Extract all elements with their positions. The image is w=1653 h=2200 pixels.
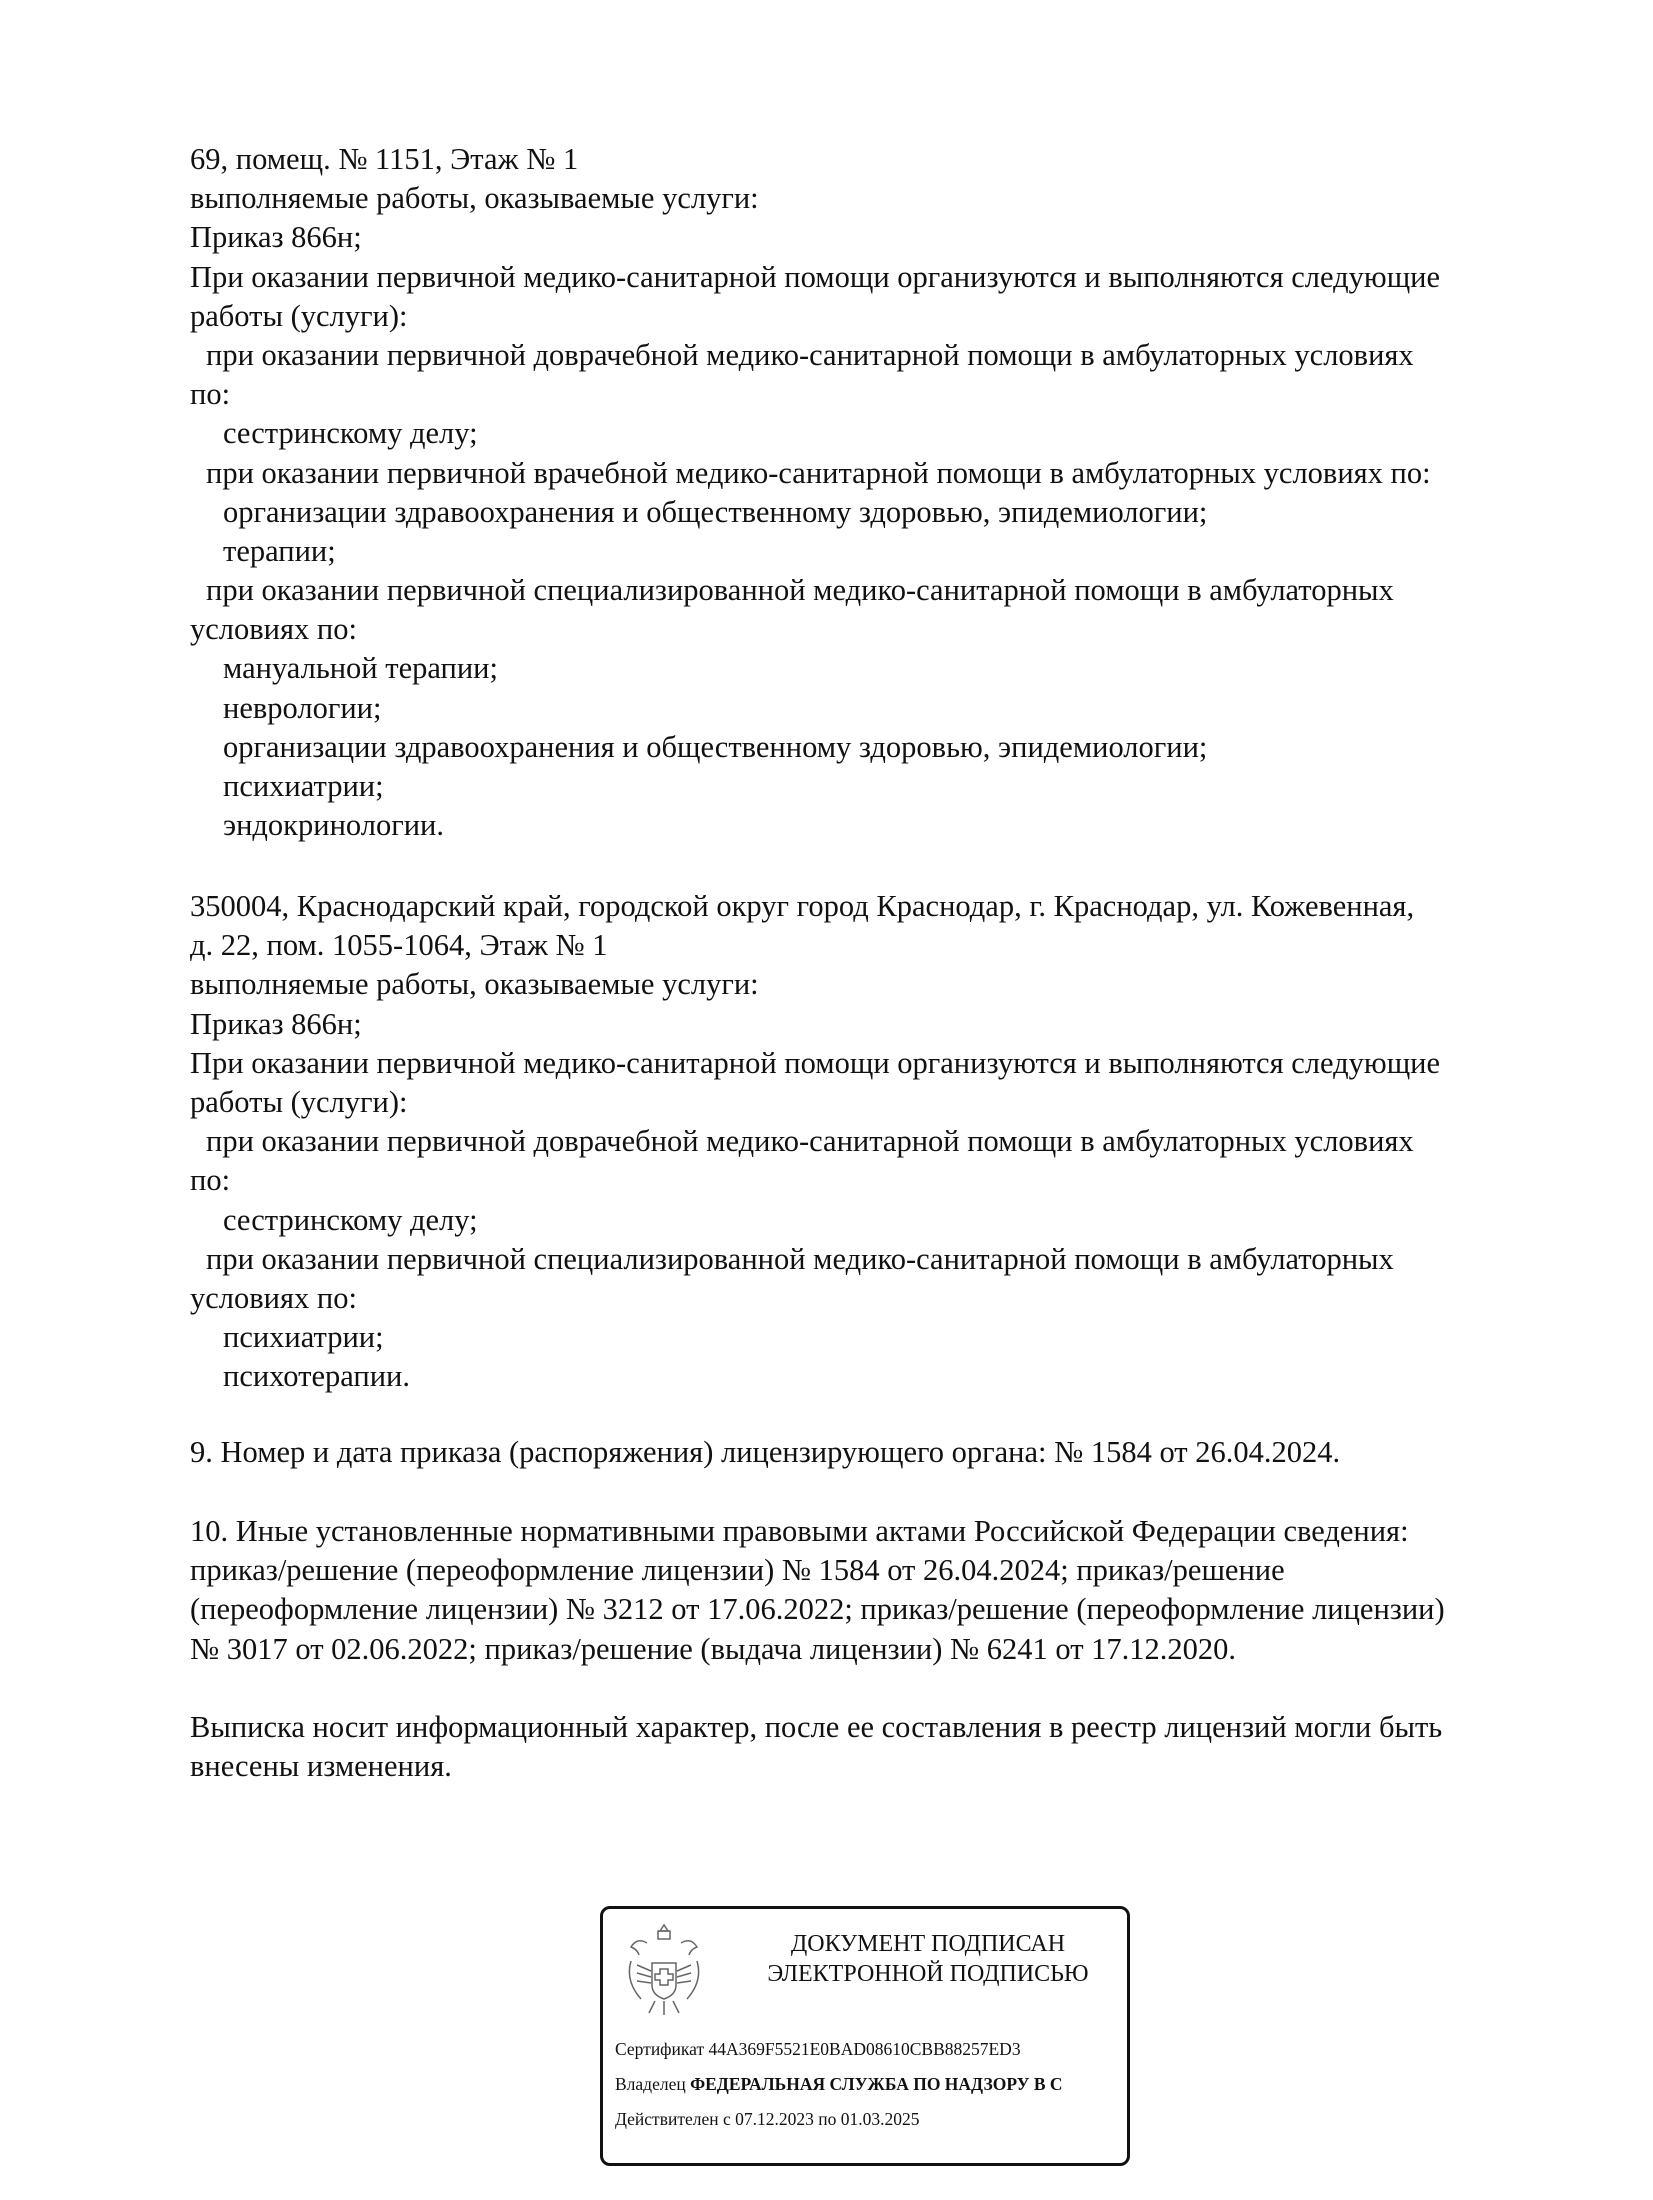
text-line: 69, помещ. № 1151, Этаж № 1: [190, 142, 579, 176]
text-line: Выписка носит информационный характер, после ее составления в реестр лицензий могли быть: [190, 1710, 1443, 1744]
text-line: психотерапии.: [223, 1359, 410, 1394]
text-line: № 3017 от 02.06.2022; приказ/решение (выдача лицензии) № 6241 от 17.12.2020.: [190, 1631, 1237, 1666]
text-line: (переоформление лицензии) № 3212 от 17.06.2022; приказ/решение (переоформление лицензии): [190, 1592, 1445, 1627]
text-line: психиатрии;: [223, 1320, 384, 1355]
text-line: При оказании первичной медико-санитарной помощи организуются и выполняются следующие: [190, 259, 1441, 294]
coat-of-arms-icon: [623, 1921, 705, 2021]
validity-line: Действителен с 07.12.2023 по 01.03.2025: [615, 2109, 920, 2129]
text-line: выполняемые работы, оказываемые услуги:: [190, 181, 759, 216]
address-block-1: [190, 140, 1590, 845]
text-line: организации здравоохранения и общественному здоровью, эпидемиологии;: [223, 729, 1208, 764]
text-line: работы (услуги):: [190, 1084, 408, 1119]
address-block-2: [190, 887, 1590, 1396]
disclaimer-note: [190, 1708, 1590, 1786]
text-line: условиях по:: [190, 1280, 357, 1315]
item-10: [190, 1512, 1590, 1669]
text-line: Приказ 866н;: [190, 220, 362, 255]
owner-value: ФЕДЕРАЛЬНАЯ СЛУЖБА ПО НАДЗОРУ В С: [690, 2074, 1063, 2094]
text-line: при оказании первичной доврачебной медико-санитарной помощи в амбулаторных условиях: [206, 1124, 1414, 1159]
text-line: эндокринологии.: [223, 808, 444, 843]
owner-label: Владелец: [615, 2074, 686, 2094]
text-line: 9. Номер и дата приказа (распоряжения) лицензирующего органа: № 1584 от 26.04.2024.: [190, 1435, 1341, 1469]
signature-stamp: [600, 1906, 1130, 2166]
text-line: неврологии;: [223, 690, 382, 725]
stamp-heading: ДОКУМЕНТ ПОДПИСАН: [790, 1931, 1066, 1957]
text-line: при оказании первичной специализированной медико-санитарной помощи в амбулаторных: [206, 1241, 1394, 1276]
text-line: Приказ 866н;: [190, 1006, 362, 1041]
certificate-label: Сертификат: [615, 2039, 705, 2059]
certificate-line: [615, 2039, 1021, 2060]
text-line: сестринскому делу;: [223, 1202, 478, 1237]
text-line: мануальной терапии;: [223, 651, 498, 686]
text-line: при оказании первичной врачебной медико-санитарной помощи в амбулаторных условиях по:: [206, 455, 1431, 490]
text-line: При оказании первичной медико-санитарной помощи организуются и выполняются следующие: [190, 1045, 1441, 1080]
text-line: 10. Иные установленные нормативными правовыми актами Российской Федерации сведения:: [190, 1514, 1409, 1548]
text-line: психиатрии;: [223, 769, 384, 803]
text-line: выполняемые работы, оказываемые услуги:: [190, 967, 759, 1002]
text-line: приказ/решение (переоформление лицензии) № 1584 от 26.04.2024; приказ/решение: [190, 1553, 1285, 1588]
text-line: при оказании первичной доврачебной медико-санитарной помощи в амбулаторных условиях: [206, 337, 1414, 372]
text-line: работы (услуги):: [190, 298, 408, 333]
text-line: внесены изменения.: [190, 1749, 452, 1784]
text-line: сестринскому делу;: [223, 416, 478, 451]
text-line: при оказании первичной специализированной медико-санитарной помощи в амбулаторных: [206, 573, 1394, 608]
certificate-value: 44A369F5521E0BAD08610CBB88257ED3: [708, 2039, 1021, 2059]
text-line: терапии;: [223, 533, 336, 568]
item-9: [190, 1433, 1590, 1472]
text-line: организации здравоохранения и общественному здоровью, эпидемиологии;: [223, 494, 1208, 529]
text-line: условиях по:: [190, 612, 357, 647]
text-line: по:: [190, 377, 231, 412]
text-line: по:: [190, 1163, 231, 1198]
text-line: 350004, Краснодарский край, городской округ город Краснодар, г. Краснодар, ул. Кожевенная,: [190, 889, 1415, 923]
text-line: д. 22, пом. 1055-1064, Этаж № 1: [190, 928, 608, 963]
stamp-heading: ЭЛЕКТРОННОЙ ПОДПИСЬЮ: [767, 1961, 1089, 1987]
owner-line: [615, 2074, 1125, 2095]
